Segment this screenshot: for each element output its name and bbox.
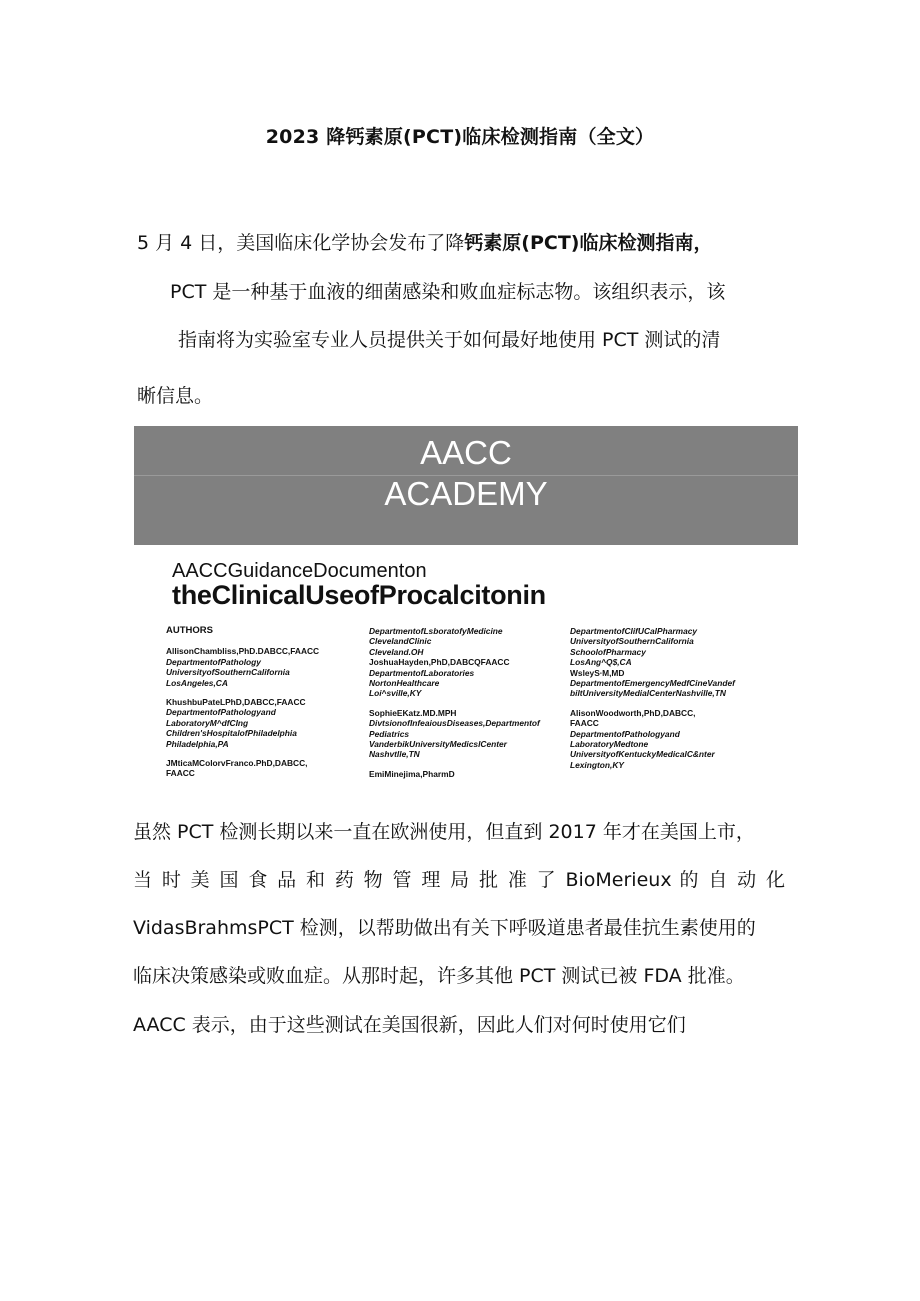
author-line: UniversityofKentuckyMedicalC&nter bbox=[570, 749, 715, 760]
banner-line-1: AACC bbox=[420, 434, 512, 471]
author-line: FAACC bbox=[166, 768, 195, 779]
author-line: AlisonWoodworth,PhD,DABCC, bbox=[570, 707, 696, 718]
author-line: JMticaMColorvFranco.PhD,DABCC, bbox=[166, 758, 308, 769]
author-line: DepartmentofPathologyand bbox=[570, 728, 680, 739]
authors-column-3 bbox=[570, 626, 735, 770]
author-line: VanderbikUniversityMedicslCenter bbox=[369, 739, 507, 750]
author-line: DivtsionofInfeaiousDiseases,Departmentof bbox=[369, 718, 540, 729]
author-line: Children'sHospitalofPhiladelphia bbox=[166, 728, 297, 739]
body-line-2: 当 时 美 国 食 品 和 药 物 管 理 局 批 准 了 BioMerieux 的 自 动 化 bbox=[133, 869, 785, 891]
author-line bbox=[166, 749, 319, 758]
author-line: Nashvtlle,TN bbox=[369, 749, 420, 760]
authors-column-3-lines bbox=[570, 626, 735, 770]
intro-line-3: 指南将为实验室专业人员提供关于如何最好地使用 PCT 测试的清 bbox=[178, 329, 721, 351]
intro-line-1 bbox=[137, 230, 713, 256]
author-line: Lexington,KY bbox=[570, 759, 624, 770]
author-line bbox=[570, 699, 735, 708]
author-line: ClevelandClinic bbox=[369, 636, 432, 647]
body-line-5: AACC 表示，由于这些测试在美国很新，因此人们对何时使用它们 bbox=[133, 1014, 686, 1036]
author-line: KhushbuPateLPhD,DABCC,FAACC bbox=[166, 697, 306, 708]
author-line: DepartmentofLaboratories bbox=[369, 667, 475, 678]
author-line: SophieEKatz.MD.MPH bbox=[369, 707, 457, 718]
author-line bbox=[369, 760, 540, 769]
intro-line-1-bold: 钙素原(PCT)临床检测指南， bbox=[464, 232, 713, 254]
author-line: NortonHealthcare bbox=[369, 678, 440, 689]
intro-line-1-plain: 5 月 4 日，美国临床化学协会发布了降 bbox=[137, 232, 465, 254]
authors-column-1-lines bbox=[166, 646, 319, 778]
author-line: biltUniversityMedialCenterNashville,TN bbox=[570, 688, 726, 699]
body-line-3: VidasBrahmsPCT 检测，以帮助做出有关下呼吸道患者最佳抗生素使用的 bbox=[133, 917, 756, 939]
author-line: DepartmentofEmergencyMedfCineVandef bbox=[570, 678, 735, 689]
author-line: DepartmentofCIifUCalPharmacy bbox=[570, 626, 698, 636]
author-line: FAACC bbox=[570, 718, 599, 729]
intro-line-2: PCT 是一种基于血液的细菌感染和败血症标志物。该组织表示，该 bbox=[170, 281, 726, 303]
author-line: UniversityofSouthernCalifornia bbox=[166, 667, 290, 678]
author-line: Loi^svilIe,KY bbox=[369, 688, 422, 699]
aacc-academy-banner bbox=[134, 426, 798, 545]
document-title: theClinicalUseofProcalcitonin bbox=[172, 580, 546, 610]
author-line: DepartmentofPathologyand bbox=[166, 707, 276, 718]
banner-line-2: ACADEMY bbox=[384, 475, 548, 512]
author-line: JoshuaHayden,PhD,DABCQFAACC bbox=[369, 657, 510, 668]
author-line: LosAngeles,CA bbox=[166, 677, 228, 688]
authors-column-2 bbox=[369, 626, 540, 779]
intro-line-4: 晰信息。 bbox=[137, 385, 214, 407]
document-subtitle: AACCGuidanceDocumenton bbox=[172, 560, 427, 582]
author-line: EmiMinejima,PharmD bbox=[369, 768, 455, 779]
page-title: 2023 降钙素原(PCT)临床检测指南（全文） bbox=[265, 126, 655, 148]
author-line bbox=[369, 699, 540, 708]
authors-column-2-lines bbox=[369, 626, 540, 779]
author-line: WsleyS∙M,MD bbox=[570, 667, 625, 678]
author-line: LosAng^Q$,CA bbox=[570, 657, 632, 668]
author-line: UniversityofSouthernCalifornia bbox=[570, 636, 694, 647]
author-line: DepartmentofLsboratofyMedicine bbox=[369, 626, 503, 636]
author-line: Philadelphia,PA bbox=[166, 738, 229, 749]
author-line: LaboratoryMedtone bbox=[570, 739, 649, 750]
author-line: SchoolofPharmacy bbox=[570, 646, 646, 657]
author-line: Cleveland.OH bbox=[369, 646, 424, 657]
authors-heading: AUTHORS bbox=[166, 625, 213, 636]
authors-column-1 bbox=[166, 626, 319, 779]
author-line: LaboratoryM^dfCIng bbox=[166, 717, 249, 728]
body-line-1: 虽然 PCT 检测长期以来一直在欧洲使用，但直到 2017 年才在美国上市， bbox=[133, 821, 755, 843]
author-line bbox=[166, 688, 319, 697]
author-line: AllisonChambliss,PhD.DABCC,FAACC bbox=[166, 646, 320, 657]
author-line: DepartmentofPathology bbox=[166, 656, 261, 667]
author-line: Pediatrics bbox=[369, 728, 410, 739]
body-line-4: 临床决策感染或败血症。从那时起，许多其他 PCT 测试已被 FDA 批准。 bbox=[133, 965, 745, 987]
